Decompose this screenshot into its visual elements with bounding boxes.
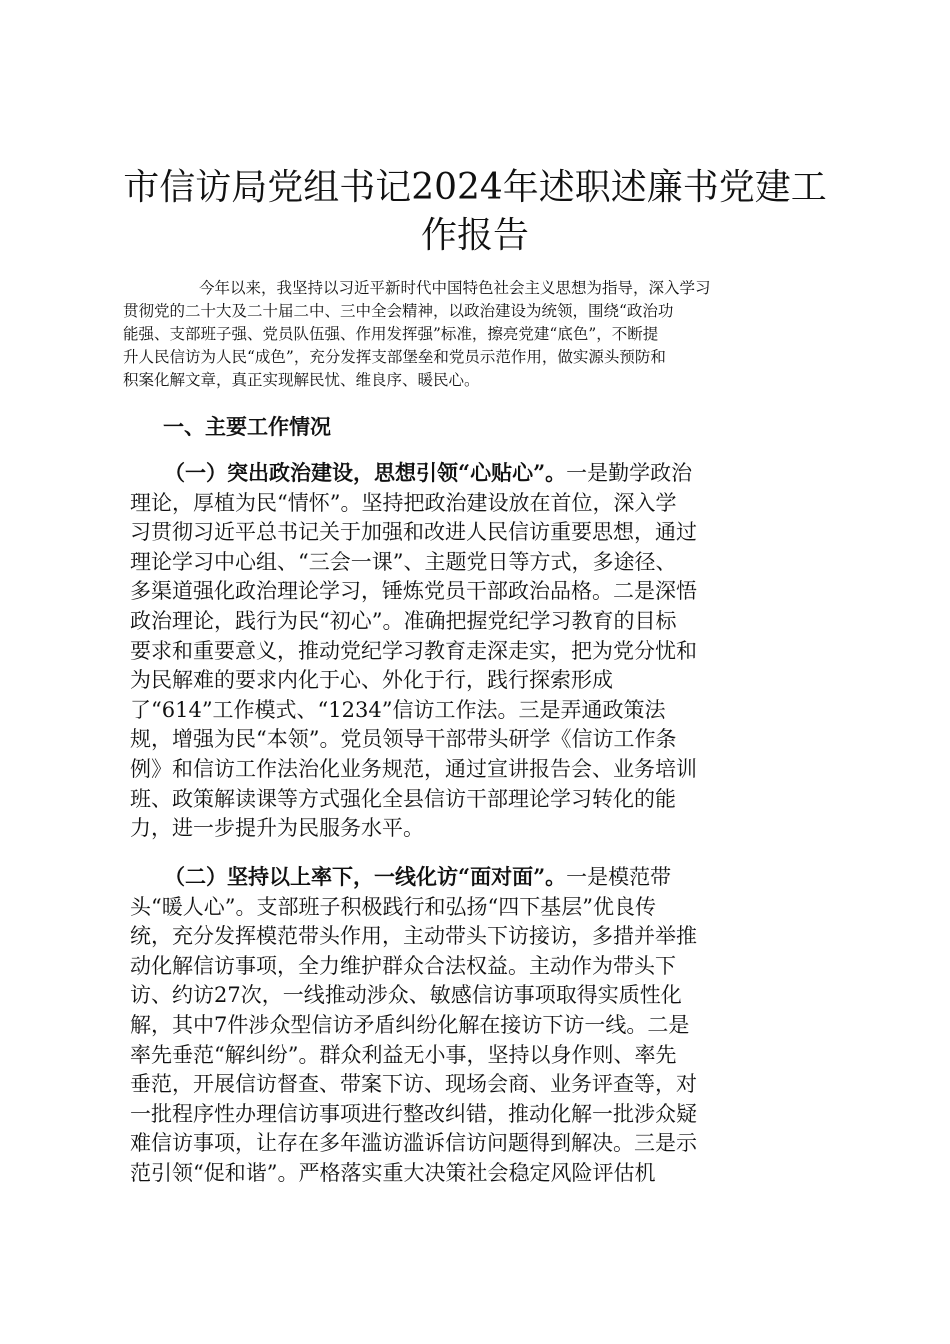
title-line: 作报告	[420, 215, 529, 256]
paragraph-line: 要求和重要意义，推动党纪学习教育走深走实，把为党分忧和	[130, 638, 697, 663]
intro-paragraph	[123, 277, 833, 392]
paragraph-line: 解，其中7件涉众型信访矛盾纠纷化解在接访下访一线。二是	[130, 1012, 690, 1037]
section-heading: 一、主要工作情况	[163, 414, 331, 439]
paragraph-line: 难信访事项，让存在多年滥访滥诉信访问题得到解决。三是示	[130, 1131, 697, 1156]
paragraph-line: 例》和信访工作法治化业务规范，通过宣讲报告会、业务培训	[130, 756, 697, 781]
intro-line: 能强、支部班子强、党员队伍强、作用发挥强”标准，擦亮党建“底色”，不断提	[123, 325, 659, 343]
paragraph-lead: （一）突出政治建设，思想引领“心贴心”。	[164, 460, 567, 485]
body-paragraph-1	[130, 458, 830, 844]
paragraph-line: 统，充分发挥模范带头作用，主动带头下访接访，多措并举推	[130, 924, 697, 949]
intro-line: 积案化解文章，真正实现解民忧、维良序、暖民心。	[123, 371, 480, 389]
paragraph-line: 规，增强为民“本领”。党员领导干部带头研学《信访工作条	[130, 727, 677, 752]
body-paragraph-2	[130, 862, 830, 1189]
paragraph-line: 多渠道强化政治理论学习，锤炼党员干部政治品格。二是深悟	[130, 579, 697, 604]
paragraph-first-line	[130, 458, 830, 489]
paragraph-line: 访、约访27次，一线推动涉众、敏感信访事项取得实质性化	[130, 983, 682, 1008]
paragraph-line: 理论，厚植为民“情怀”。坚持把政治建设放在首位，深入学	[130, 490, 677, 515]
paragraph-line: 范引领“促和谐”。严格落实重大决策社会稳定风险评估机	[130, 1160, 656, 1185]
intro-line: 今年以来，我坚持以习近平新时代中国特色社会主义思想为指导，深入学习	[199, 279, 711, 297]
paragraph-lead: （二）坚持以上率下，一线化访“面对面”。	[164, 864, 567, 889]
paragraph-line: 班、政策解读课等方式强化全县信访干部理论学习转化的能	[130, 786, 676, 811]
intro-line: 升人民信访为人民“成色”，充分发挥支部堡垒和党员示范作用，做实源头预防和	[123, 348, 666, 366]
title-line: 市信访局党组书记2024年述职述廉书党建工	[123, 167, 827, 208]
paragraph-line: 理论学习中心组、“三会一课”、主题党日等方式，多途径、	[130, 549, 677, 574]
paragraph-line: 头“暖人心”。支部班子积极践行和弘扬“四下基层”优良传	[130, 894, 656, 919]
paragraph-line: 垂范，开展信访督查、带案下访、现场会商、业务评查等，对	[130, 1072, 697, 1097]
paragraph-line: 了“614”工作模式、“1234”信访工作法。三是弄通政策法	[130, 697, 666, 722]
paragraph-line: 动化解信访事项，全力维护群众合法权益。主动作为带头下	[130, 953, 676, 978]
paragraph-line: 习贯彻习近平总书记关于加强和改进人民信访重要思想，通过	[130, 520, 697, 545]
intro-line: 贯彻党的二十大及二十届二中、三中全会精神，以政治建设为统领，围绕“政治功	[123, 302, 674, 320]
paragraph-text: 一是勤学政治	[566, 461, 693, 485]
paragraph-text: 一是模范带	[566, 865, 672, 889]
paragraph-line: 政治理论，践行为民“初心”。准确把握党纪学习教育的目标	[130, 608, 677, 633]
paragraph-line: 力，进一步提升为民服务水平。	[130, 816, 424, 841]
paragraph-line: 为民解难的要求内化于心、外化于行，践行探索形成	[130, 668, 613, 693]
paragraph-line: 率先垂范“解纠纷”。群众利益无小事，坚持以身作则、率先	[130, 1042, 677, 1067]
paragraph-first-line	[130, 862, 830, 893]
paragraph-line: 一批程序性办理信访事项进行整改纠错，推动化解一批涉众疑	[130, 1101, 697, 1126]
document-title	[120, 164, 830, 260]
